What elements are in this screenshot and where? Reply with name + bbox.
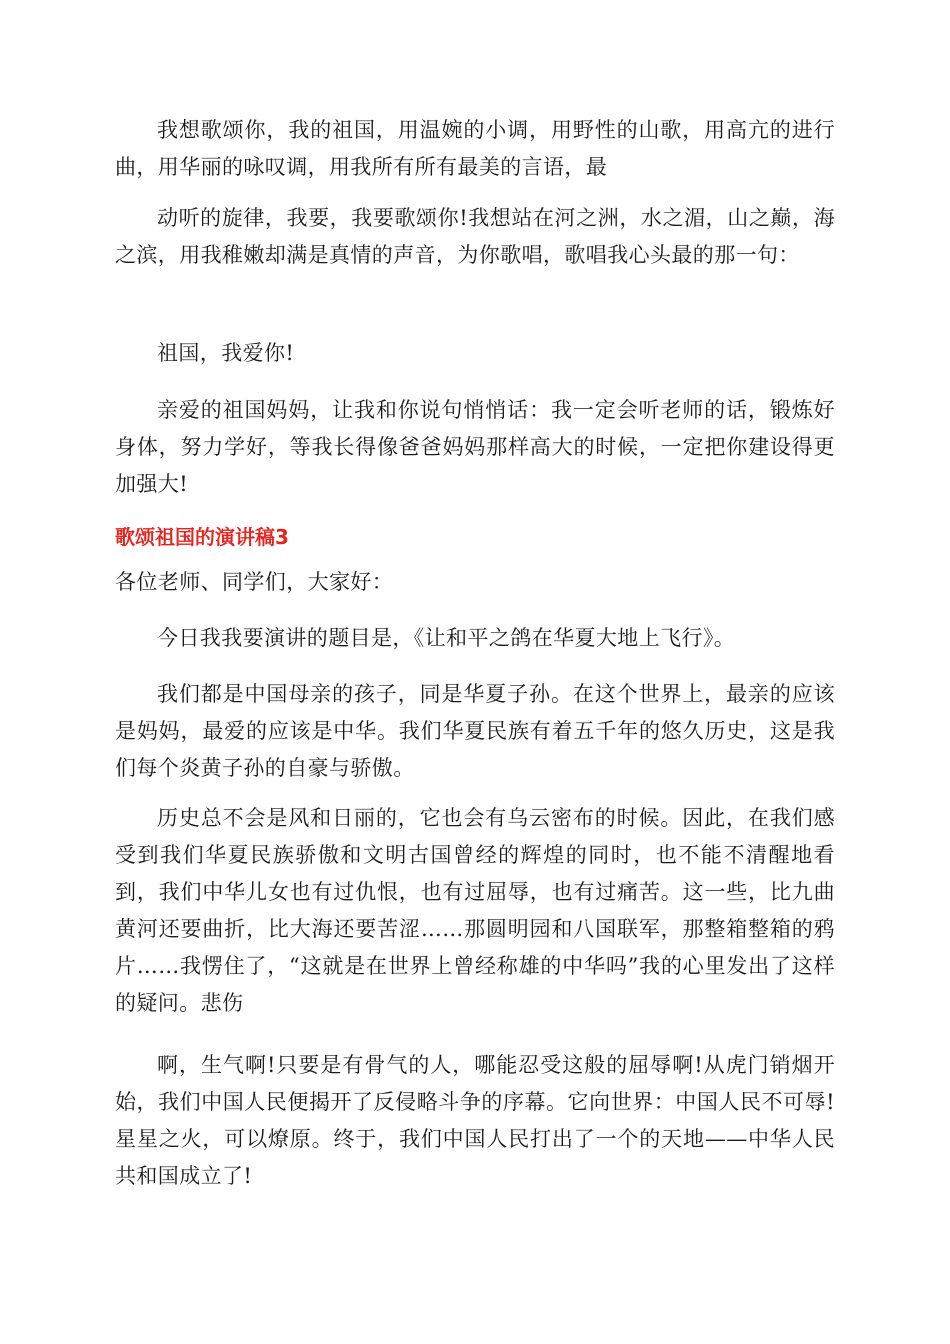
paragraph-i-love-you: 祖国，我爱你!	[157, 341, 295, 365]
paragraph-sing-for-you: 动听的旋律，我要，我要歌颂你!我想站在河之洲，水之湄，山之巅，海之滨，用我稚嫩却满是真情的声音，为你歌唱，歌唱我心头最的那一句：	[115, 206, 835, 267]
greeting-line: 各位老师、同学们，大家好：	[115, 570, 394, 594]
paragraph-children-of-china: 我们都是中国母亲的孩子，同是华夏子孙。在这个世界上，最亲的应该是妈妈，最爱的应该是中华。我们华夏民族有着五千年的悠久历史，这是我们每个炎黄子孙的自豪与骄傲。	[115, 682, 835, 780]
paragraph-speech-title: 今日我我要演讲的题目是，《让和平之鸽在华夏大地上飞行》。	[157, 626, 736, 650]
paragraph-whisper: 亲爱的祖国妈妈，让我和你说句悄悄话：我一定会听老师的话，锻炼好身体，努力学好，等我长得像爸爸妈妈那样高大的时候，一定把你建设得更加强大!	[115, 398, 835, 496]
section-heading: 歌颂祖国的演讲稿3	[115, 525, 289, 549]
paragraph-history: 历史总不会是风和日丽的，它也会有乌云密布的时候。因此，在我们感受到我们华夏民族骄傲和文明古国曾经的辉煌的同时，也不能不清醒地看到，我们中华儿女也有过仇恨，也有过屈辱，也有过痛苦。这一些，比九曲黄河还要曲折，比大海还要苦涩……那圆明园和八国联军，那整箱整箱的鸦片……我愣住了，“这就是在世界上曾经称雄的中华吗”我的心里发出了这样的疑问。悲伤	[115, 806, 835, 1015]
paragraph-anger: 啊，生气啊!只要是有骨气的人，哪能忍受这般的屈辱啊!从虎门销烟开始，我们中国人民便揭开了反侵略斗争的序幕。它向世界：中国人民不可辱!星星之火，可以燎原。终于，我们中国人民打出了一个的天地——中华人民共和国成立了!	[115, 1053, 835, 1188]
paragraph-praise-motherland: 我想歌颂你，我的祖国，用温婉的小调，用野性的山歌，用高亢的进行曲，用华丽的咏叹调，用我所有所有最美的言语，最	[115, 118, 835, 179]
